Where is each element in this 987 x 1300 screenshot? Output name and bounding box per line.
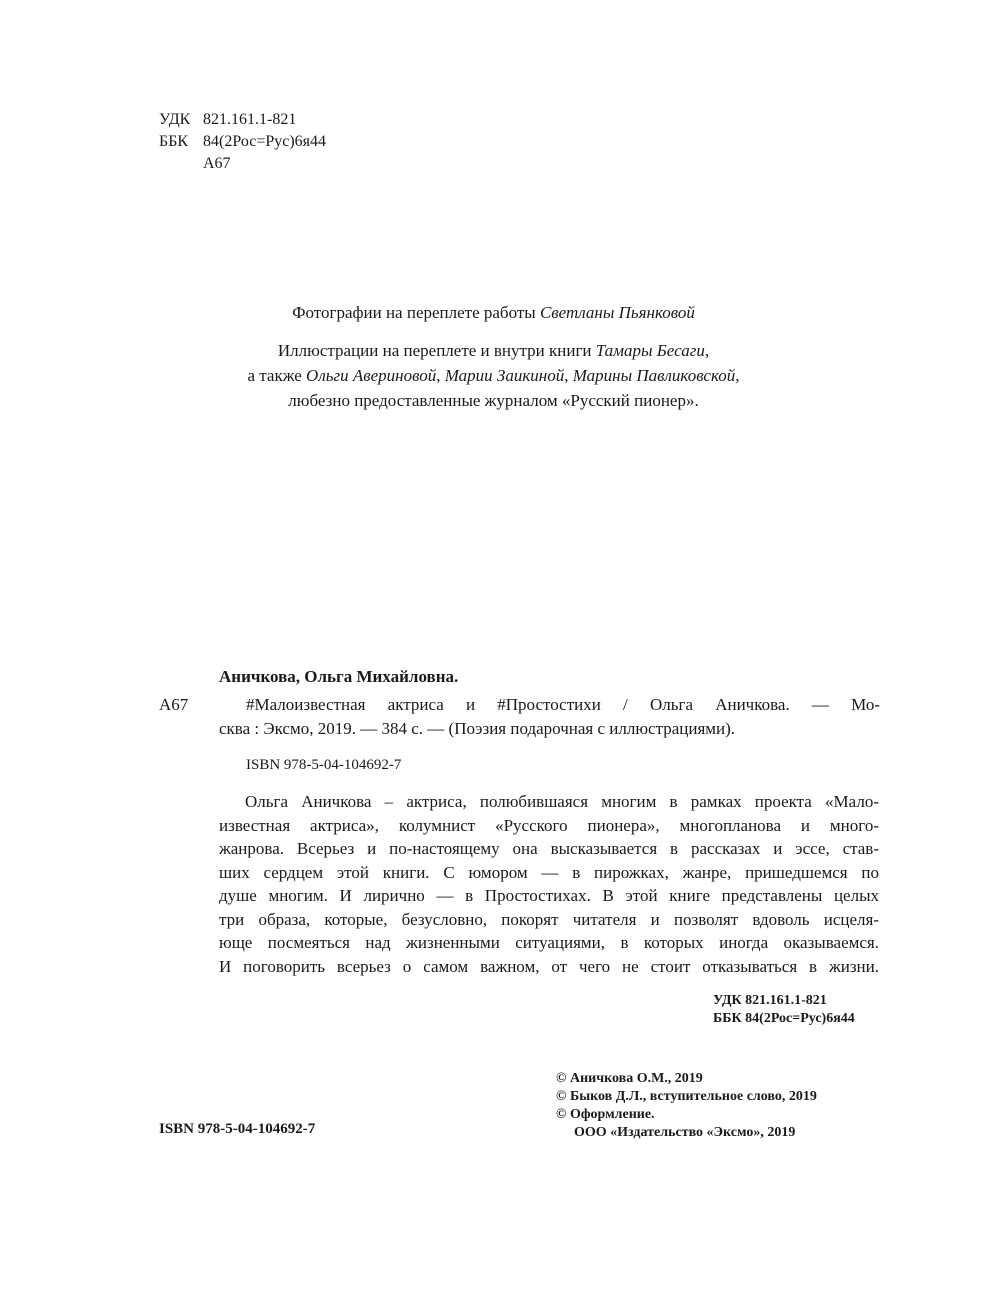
comma: , xyxy=(735,366,740,385)
annotation xyxy=(219,790,879,978)
copyright-line-1: © Аничкова О.М., 2019 xyxy=(556,1071,703,1086)
annotation-line: жанрова. Всерьез и по-настоящему она высказывается в рассказах и эссе, став- xyxy=(219,839,879,858)
annotation-line: И поговорить всерьез о самом важном, от чего не стоит отказываться в жизни. xyxy=(219,956,879,976)
udk-label: УДК xyxy=(159,111,191,128)
illustrator-name-2: Ольги Авериновой xyxy=(306,366,437,385)
illustration-credit-prefix: Иллюстрации на переплете и внутри книги xyxy=(277,341,596,360)
annotation-line: известная актриса», колумнист «Русского пионера», многопланова и много- xyxy=(219,815,879,835)
bib-description-line-2: сква : Эксмо, 2019. — 384 с. — (Поэзия подарочная с иллюстрациями). xyxy=(219,719,736,738)
illustration-also: а также xyxy=(247,366,307,385)
illustration-credit-line-3: любезно предоставленные журналом «Русский пионер». xyxy=(288,391,699,410)
illustration-credit xyxy=(0,338,987,413)
bbk-value: 84(2Рос=Рус)6я44 xyxy=(203,133,327,150)
copyright-line-3: © Оформление. xyxy=(556,1107,655,1122)
bottom-bbk: ББК 84(2Рос=Рус)6я44 xyxy=(713,1011,855,1026)
separator: , xyxy=(436,366,445,385)
photo-credit xyxy=(0,300,987,325)
copyright-line-2: © Быков Д.Л., вступительное слово, 2019 xyxy=(556,1089,817,1104)
bottom-isbn: ISBN 978-5-04-104692-7 xyxy=(159,1121,316,1137)
annotation-line: душе многим. И лирично — в Простостихах. В этой книге представлены целых xyxy=(219,886,879,905)
copyright-line-4: ООО «Издательство «Эксмо», 2019 xyxy=(574,1125,796,1140)
bib-isbn: ISBN 978-5-04-104692-7 xyxy=(246,757,402,773)
bbk-row xyxy=(159,131,326,153)
annotation-line: Ольга Аничкова – актриса, полюбившаяся многим в рамках проекта «Мало- xyxy=(245,792,879,811)
udk-value: 821.161.1-821 xyxy=(203,111,297,128)
illustrator-name-3: Марии Заикиной xyxy=(444,366,565,385)
illustrator-name-1: Тамары Бесаги xyxy=(595,341,705,360)
separator: , xyxy=(564,366,573,385)
comma: , xyxy=(704,341,710,360)
photographer-name: Светланы Пьянковой xyxy=(539,303,695,322)
illustration-credit-line-2 xyxy=(0,363,987,388)
illustration-credit-line-1 xyxy=(0,338,987,363)
bib-description-line-1: #Малоизвестная актриса и #Простостихи / Ольга Аничкова. — Мо- xyxy=(246,695,880,714)
annotation-line: юще посмеяться над жизненными ситуациями, в которых иногда оказываемся. xyxy=(219,933,879,952)
annotation-line: три образа, которые, безусловно, покорят читателя и позволят вдоволь исцеля- xyxy=(219,909,879,929)
bottom-udk: УДК 821.161.1-821 xyxy=(713,993,827,1008)
bib-mark: А67 xyxy=(159,695,189,714)
udk-row xyxy=(159,109,296,131)
bib-author: Аничкова, Ольга Михайловна. xyxy=(219,667,459,686)
annotation-line: ших сердцем этой книги. С юмором — в пирожках, жанре, пришедшемся по xyxy=(219,862,879,882)
illustrator-name-4: Марины Павликовской xyxy=(572,366,736,385)
author-mark: А67 xyxy=(203,155,231,172)
photo-credit-prefix: Фотографии на переплете работы xyxy=(292,303,540,322)
bbk-label: ББК xyxy=(159,133,189,150)
